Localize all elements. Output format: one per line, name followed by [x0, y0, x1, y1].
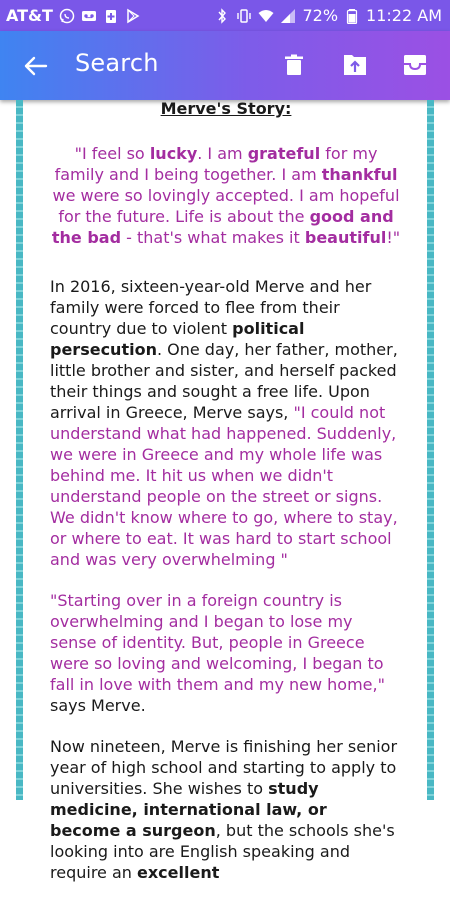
quote-bold-good-bad: good and the bad: [51, 207, 394, 247]
status-left: [0, 6, 141, 25]
para2-quote: "Starting over in a foreign country is overwhelming and I began to lose my sense of identity. But, people in Greece were so loving and welcoming, I began to fall in love with them and my new home,": [50, 591, 385, 694]
quote-bold-lucky: lucky: [149, 144, 198, 163]
app-bar: [0, 31, 450, 100]
quote-bold-beautiful: beautiful: [304, 228, 387, 247]
quote-bold-grateful: grateful: [247, 144, 321, 163]
battery-percent: 72%: [302, 6, 339, 25]
battery-icon: [344, 8, 360, 24]
story-paragraph-3: [50, 736, 402, 883]
story-paragraph-1: [50, 276, 402, 570]
para1-bold-persecution: political persecution: [50, 319, 305, 359]
trash-icon[interactable]: [281, 52, 307, 78]
para2-text: says Merve.: [50, 696, 146, 715]
wifi-icon: [258, 8, 274, 24]
status-right: [214, 6, 450, 25]
upload-icon[interactable]: [342, 52, 368, 78]
voicemail-icon: [81, 8, 97, 24]
medical-icon: [103, 8, 119, 24]
signal-icon: [280, 8, 296, 24]
para3-bold-excellent: excellent: [137, 863, 220, 882]
page-title: Search: [75, 49, 159, 77]
quote-text-2: . I am: [197, 144, 248, 163]
frame-right-border: [427, 100, 434, 800]
clock: 11:22 AM: [366, 6, 442, 25]
quote-text-5: - that's what makes it: [121, 228, 305, 247]
para3-text-2: , but the schools she's looking into are English speaking and require an: [50, 821, 395, 882]
quote-text-1: "I feel so: [74, 144, 150, 163]
para1-text-2: . One day, her father, mother, little brother and sister, and herself packed their things and sought a free life. Upon arrival in Greece, Merve says,: [50, 340, 398, 422]
quote-paragraph: [50, 143, 402, 248]
quote-text-4: we were so lovingly accepted. I am hopeful for the future. Life is about the: [52, 186, 400, 226]
quote-text-6: !": [386, 228, 401, 247]
archive-icon[interactable]: [402, 52, 428, 78]
story-paragraph-2: [50, 590, 402, 716]
status-bar: [0, 0, 450, 31]
para3-text-1: Now nineteen, Merve is finishing her senior year of high school and starting to apply to universities. She wishes to: [50, 737, 398, 798]
bluetooth-icon: [214, 8, 230, 24]
frame-left-border: [16, 100, 23, 800]
para1-text-1: In 2016, sixteen-year-old Merve and her family were forced to flee from their country due to violent: [50, 277, 372, 338]
carrier-label: AT&T: [6, 6, 53, 25]
quote-text-3: for my family and I being together. I am: [54, 144, 378, 184]
play-store-icon: [125, 8, 141, 24]
whatsapp-icon: [59, 8, 75, 24]
story-title: Merve's Story:: [160, 99, 292, 118]
vibrate-icon: [236, 8, 252, 24]
quote-bold-thankful: thankful: [321, 165, 398, 184]
back-arrow-icon[interactable]: [20, 51, 50, 81]
para3-bold-study: study medicine, international law, or become a surgeon: [50, 779, 327, 840]
para1-quote: "I could not understand what had happened. Suddenly, we were in Greece and my whole life was behind me. It hit us when we didn't understand people on the street or signs. We didn't know where to go, where to stay, or where to eat. It was hard to start school and was very overwhelming ": [50, 403, 398, 569]
story-content: [50, 98, 402, 903]
